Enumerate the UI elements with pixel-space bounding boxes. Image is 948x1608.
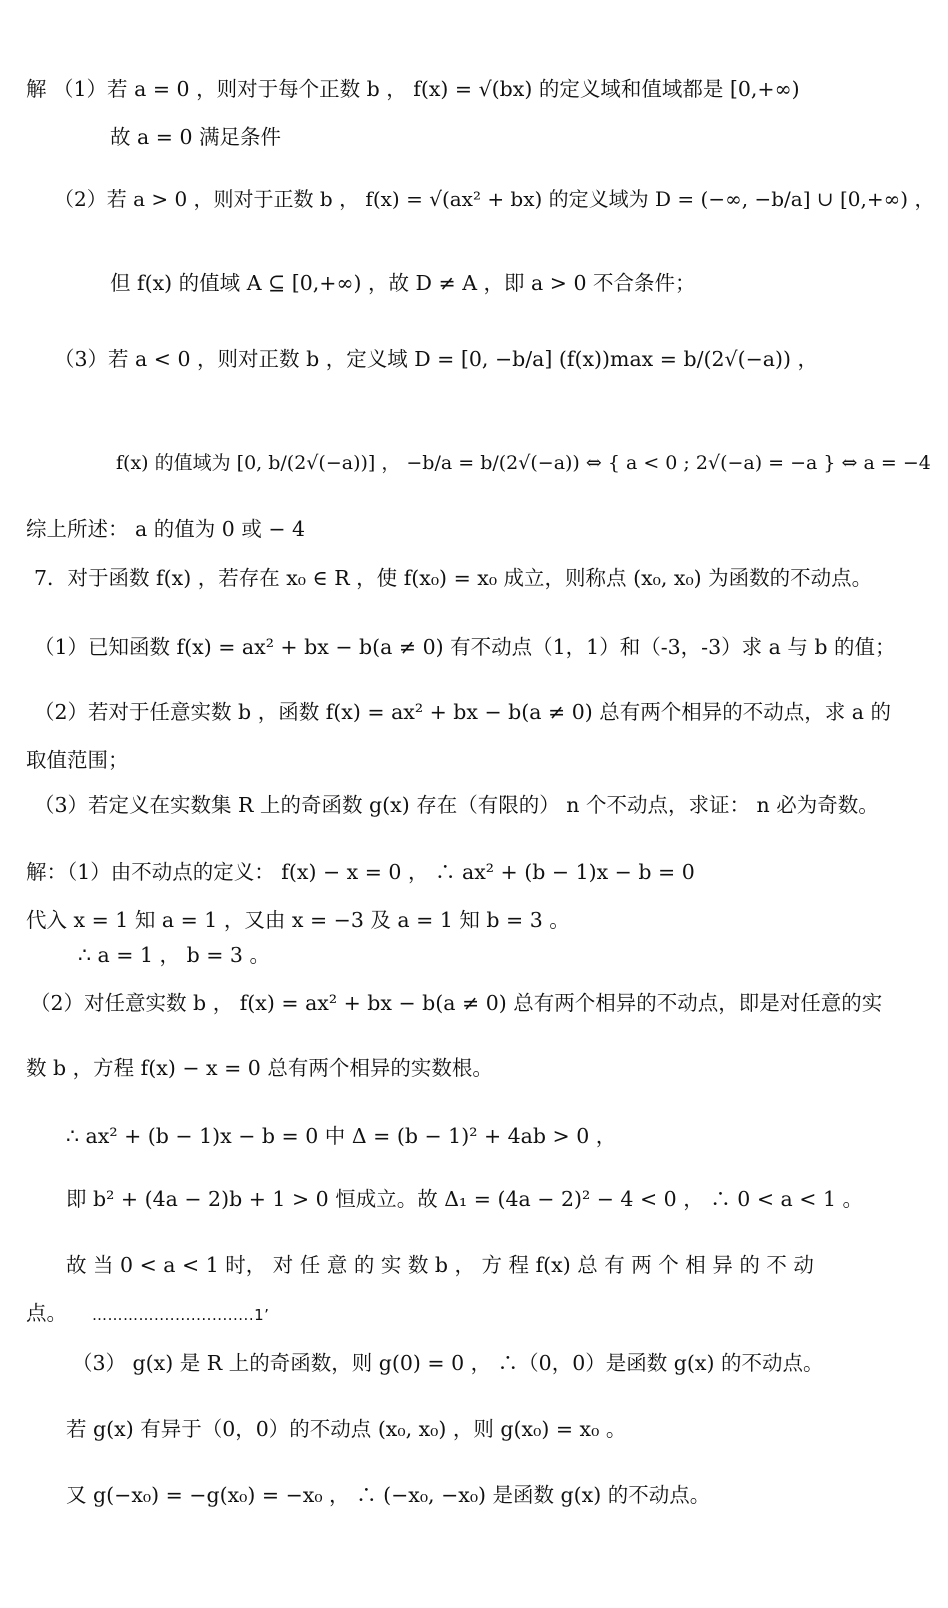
solution-6-part1: 解 （1）若 a = 0 ，则对于每个正数 b ， f(x) = √(bx) 的定义域和值域都是 [0,+∞) [26, 77, 800, 101]
solution-6-part2-conclusion: 但 f(x) 的值域 A ⊆ [0,+∞) ，故 D ≠ A ，即 a > 0 不合条件； [110, 271, 696, 295]
solution-7-part2-conclusion: 故 当 0 < a < 1 时， 对 任 意 的 实 数 b ， 方 程 f(x) 总 有 两 个 相 异 的 不 动 [66, 1253, 814, 1277]
solution-7-part2: （2）对任意实数 b ， f(x) = ax² + bx − b(a ≠ 0) 总有两个相异的不动点，即是对任意的实 [30, 991, 883, 1015]
solution-7-part1-result: ∴ a = 1 ， b = 3 。 [78, 943, 270, 967]
solution-6-part3-range: f(x) 的值域为 [0, b/(2√(−a))] ， −b/a = b/(2√(−a)) ⇔ { a < 0 ; 2√(−a) = −a } ⇔ a = −4 [116, 452, 931, 474]
problem-7-question1: （1）已知函数 f(x) = ax² + bx − b(a ≠ 0) 有不动点（1，1）和（-3，-3）求 a 与 b 的值； [34, 635, 896, 659]
solution-7-part3-step2: 若 g(x) 有异于（0，0）的不动点 (x₀, x₀) ，则 g(x₀) = x₀ 。 [66, 1417, 627, 1441]
solution-7-part1-substitute: 代入 x = 1 知 a = 1 ，又由 x = −3 及 a = 1 知 b = 3 。 [26, 908, 570, 932]
solution-7-part3-step3: 又 g(−x₀) = −g(x₀) = −x₀ ， ∴ (−x₀, −x₀) 是函数 g(x) 的不动点。 [66, 1483, 711, 1507]
solution-7-part3: （3） g(x) 是 R 上的奇函数，则 g(0) = 0 ， ∴（0，0）是函数 g(x) 的不动点。 [72, 1351, 824, 1375]
problem-7-question2: （2）若对于任意实数 b ，函数 f(x) = ax² + bx − b(a ≠ 0) 总有两个相异的不动点，求 a 的 [34, 700, 892, 724]
solution-7-part1: 解：（1）由不动点的定义： f(x) − x = 0 ， ∴ ax² + (b − 1)x − b = 0 [26, 860, 695, 884]
score-marker: …………...................1’ [92, 1306, 270, 1324]
solution-6-summary: 综上所述： a 的值为 0 或 − 4 [26, 517, 306, 541]
solution-7-part2-discriminant: ∴ ax² + (b − 1)x − b = 0 中 Δ = (b − 1)² + 4ab > 0 ， [66, 1124, 617, 1148]
solution-6-part2-domain: （2）若 a > 0 ，则对于正数 b ， f(x) = √(ax² + bx) 的定义域为 D = (−∞, −b/a] ∪ [0,+∞) ， [54, 187, 935, 211]
solution-7-part2-conclusion-cont: 点。 [26, 1301, 67, 1325]
solution-6-part3-domain: （3）若 a < 0 ，则对正数 b ，定义域 D = [0, −b/a] (f(x))max = b/(2√(−a)) ， [54, 347, 818, 371]
problem-7-question2-cont: 取值范围； [26, 748, 129, 772]
solution-7-part2-inequality: 即 b² + (4a − 2)b + 1 > 0 恒成立。故 Δ₁ = (4a − 2)² − 4 < 0 ， ∴ 0 < a < 1 。 [66, 1187, 863, 1211]
problem-7-question3: （3）若定义在实数集 R 上的奇函数 g(x) 存在（有限的） n 个不动点，求证： n 必为奇数。 [34, 793, 879, 817]
solution-6-part1-conclusion: 故 a = 0 满足条件 [110, 125, 282, 149]
solution-7-part2-cont: 数 b ，方程 f(x) − x = 0 总有两个相异的实数根。 [26, 1056, 493, 1080]
problem-7-statement: 7．对于函数 f(x) ，若存在 x₀ ∈ R ，使 f(x₀) = x₀ 成立，则称点 (x₀, x₀) 为函数的不动点。 [34, 566, 873, 590]
